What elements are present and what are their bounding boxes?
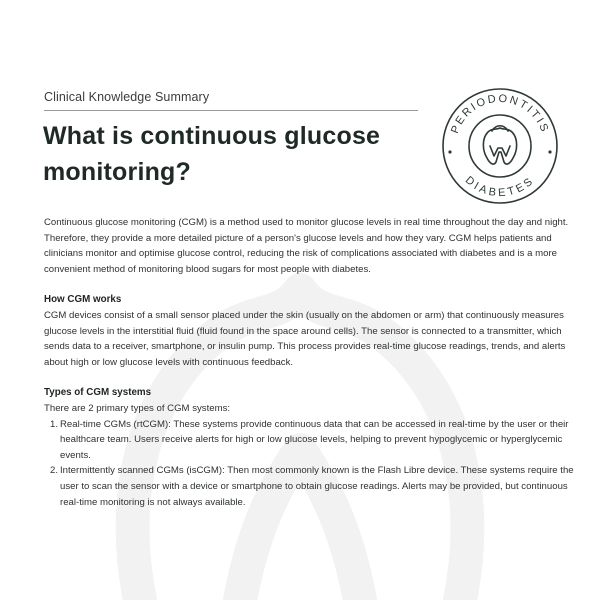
periodontitis-diabetes-logo-icon (440, 86, 560, 206)
list-item-text: Real-time CGMs (rtCGM): These systems provide continuous data that can be accessed in real-time by the user or their healthcare team. Users receive alerts for high or low glucose levels, helping to prevent hypoglycemic or hyperglycemic events. (60, 418, 569, 461)
intro-paragraph: Continuous glucose monitoring (CGM) is a method used to monitor glucose levels in real time throughout the day and night. Therefore, they provide a more detailed picture of a person's glucose levels and how they vary. CGM helps patients and clinicians monitor and optimise glucose control, reducing the risk of complications associated with diabetes and is a more convenient method of monitoring blood sugars for most people with diabetes. (44, 217, 569, 275)
section-heading-how-cgm-works: How CGM works (44, 294, 122, 306)
list-item (50, 463, 574, 510)
list-item-number: 2. (50, 465, 59, 477)
types-of-cgm-section (44, 385, 574, 510)
svg-text:PERIODONTITIS: PERIODONTITIS (448, 92, 552, 136)
section-heading-types-of-cgm: Types of CGM systems (44, 387, 152, 399)
svg-text:DIABETES: DIABETES (462, 174, 538, 200)
list-item-number: 1. (50, 418, 59, 430)
how-cgm-works-paragraph: CGM devices consist of a small sensor placed under the skin (usually on the abdomen or arm) that continuously measures glucose levels in the interstitial fluid (fluid found in the space around cells). The sensor is connected to a transmitter, which sends data to a receiver, smartphone, or insulin pump. This process provides real-time glucose readings, trends, and alerts about high or low glucose levels with continuous feedback. (44, 309, 566, 368)
page-title: What is continuous glucose monitoring? (43, 122, 381, 186)
list-item (50, 417, 574, 464)
list-item-text: Intermittently scanned CGMs (isCGM): Then most commonly known is the Flash Libre device. These systems require the user to scan the sensor with a device or smartphone to obtain glucose readings. Alerts may be provided, but continuous real-time monitoring is not always available. (60, 465, 574, 508)
types-intro: There are 2 primary types of CGM systems: (44, 402, 231, 414)
tooth-icon (483, 126, 516, 164)
document-body (44, 215, 574, 525)
header-divider (44, 110, 418, 111)
how-cgm-works-section (44, 292, 574, 370)
document-kicker: Clinical Knowledge Summary (44, 90, 210, 104)
cgm-types-list (44, 417, 574, 511)
